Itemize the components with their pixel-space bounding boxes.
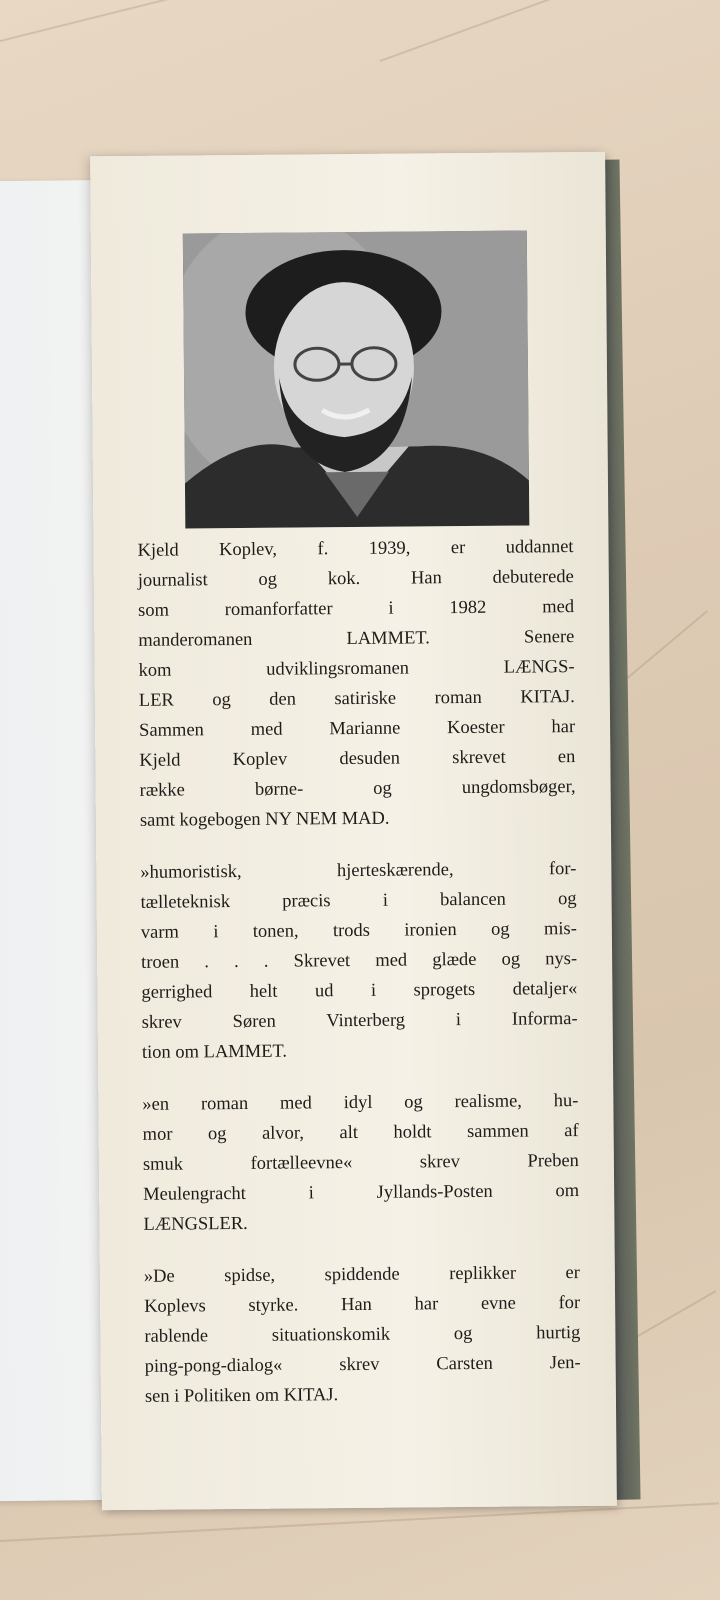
text-line: tælleteknisk præcis i balancen og [140, 889, 577, 913]
text-line: LÆNGSLER. [143, 1213, 248, 1235]
text-line: journalist og kok. Han debuterede [137, 567, 574, 591]
text-line: Sammen med Marianne Koester har [139, 717, 576, 741]
text-line: tion om LAMMET. [141, 1041, 288, 1063]
author-bio [137, 532, 581, 1434]
wood-grain [0, 0, 291, 42]
text-line: skrev Søren Vinterberg i Informa- [141, 1009, 578, 1033]
review-quote-lammet [140, 854, 578, 1068]
text-line: sen i Politiken om KITAJ. [144, 1385, 339, 1407]
author-photo [183, 230, 530, 528]
text-line: troen . . . Skrevet med glæde og nys- [141, 949, 578, 973]
text-line: kom udviklingsromanen LÆNGS- [138, 657, 575, 681]
text-line: Meulengracht i Jyllands-Posten om [143, 1181, 580, 1205]
text-line: »en roman med idyl og realisme, hu- [142, 1091, 579, 1115]
text-line: række børne- og ungdomsbøger, [139, 777, 576, 801]
review-quote-kitaj [144, 1258, 581, 1412]
bio-paragraph [137, 532, 576, 836]
text-line: samt kogebogen NY NEM MAD. [139, 808, 390, 831]
text-line: manderomanen LAMMET. Senere [138, 627, 575, 651]
text-line: ping-pong-dialog« skrev Carsten Jen- [144, 1353, 581, 1377]
text-line: varm i tonen, trods ironien og mis- [140, 919, 577, 943]
text-line: Kjeld Koplev, f. 1939, er uddannet [137, 537, 574, 561]
text-line: gerrighed helt ud i sprogets detaljer« [141, 979, 578, 1003]
text-line: som romanforfatter i 1982 med [137, 597, 575, 621]
text-line: Kjeld Koplev desuden skrevet en [139, 747, 576, 771]
wood-grain [380, 0, 700, 62]
text-line: mor og alvor, alt holdt sammen af [142, 1121, 579, 1145]
text-line: rablende situationskomik og hurtig [144, 1323, 581, 1347]
text-line: LER og den satiriske roman KITAJ. [138, 687, 575, 711]
text-line: »humoristisk, hjerteskærende, for- [140, 859, 577, 883]
review-quote-laengsler [142, 1086, 579, 1240]
text-line: smuk fortælleevne« skrev Preben [142, 1151, 579, 1175]
dust-jacket-flap [90, 152, 617, 1510]
text-line: »De spidse, spiddende replikker er [143, 1263, 580, 1287]
text-line: Koplevs styrke. Han har evne for [144, 1293, 581, 1317]
